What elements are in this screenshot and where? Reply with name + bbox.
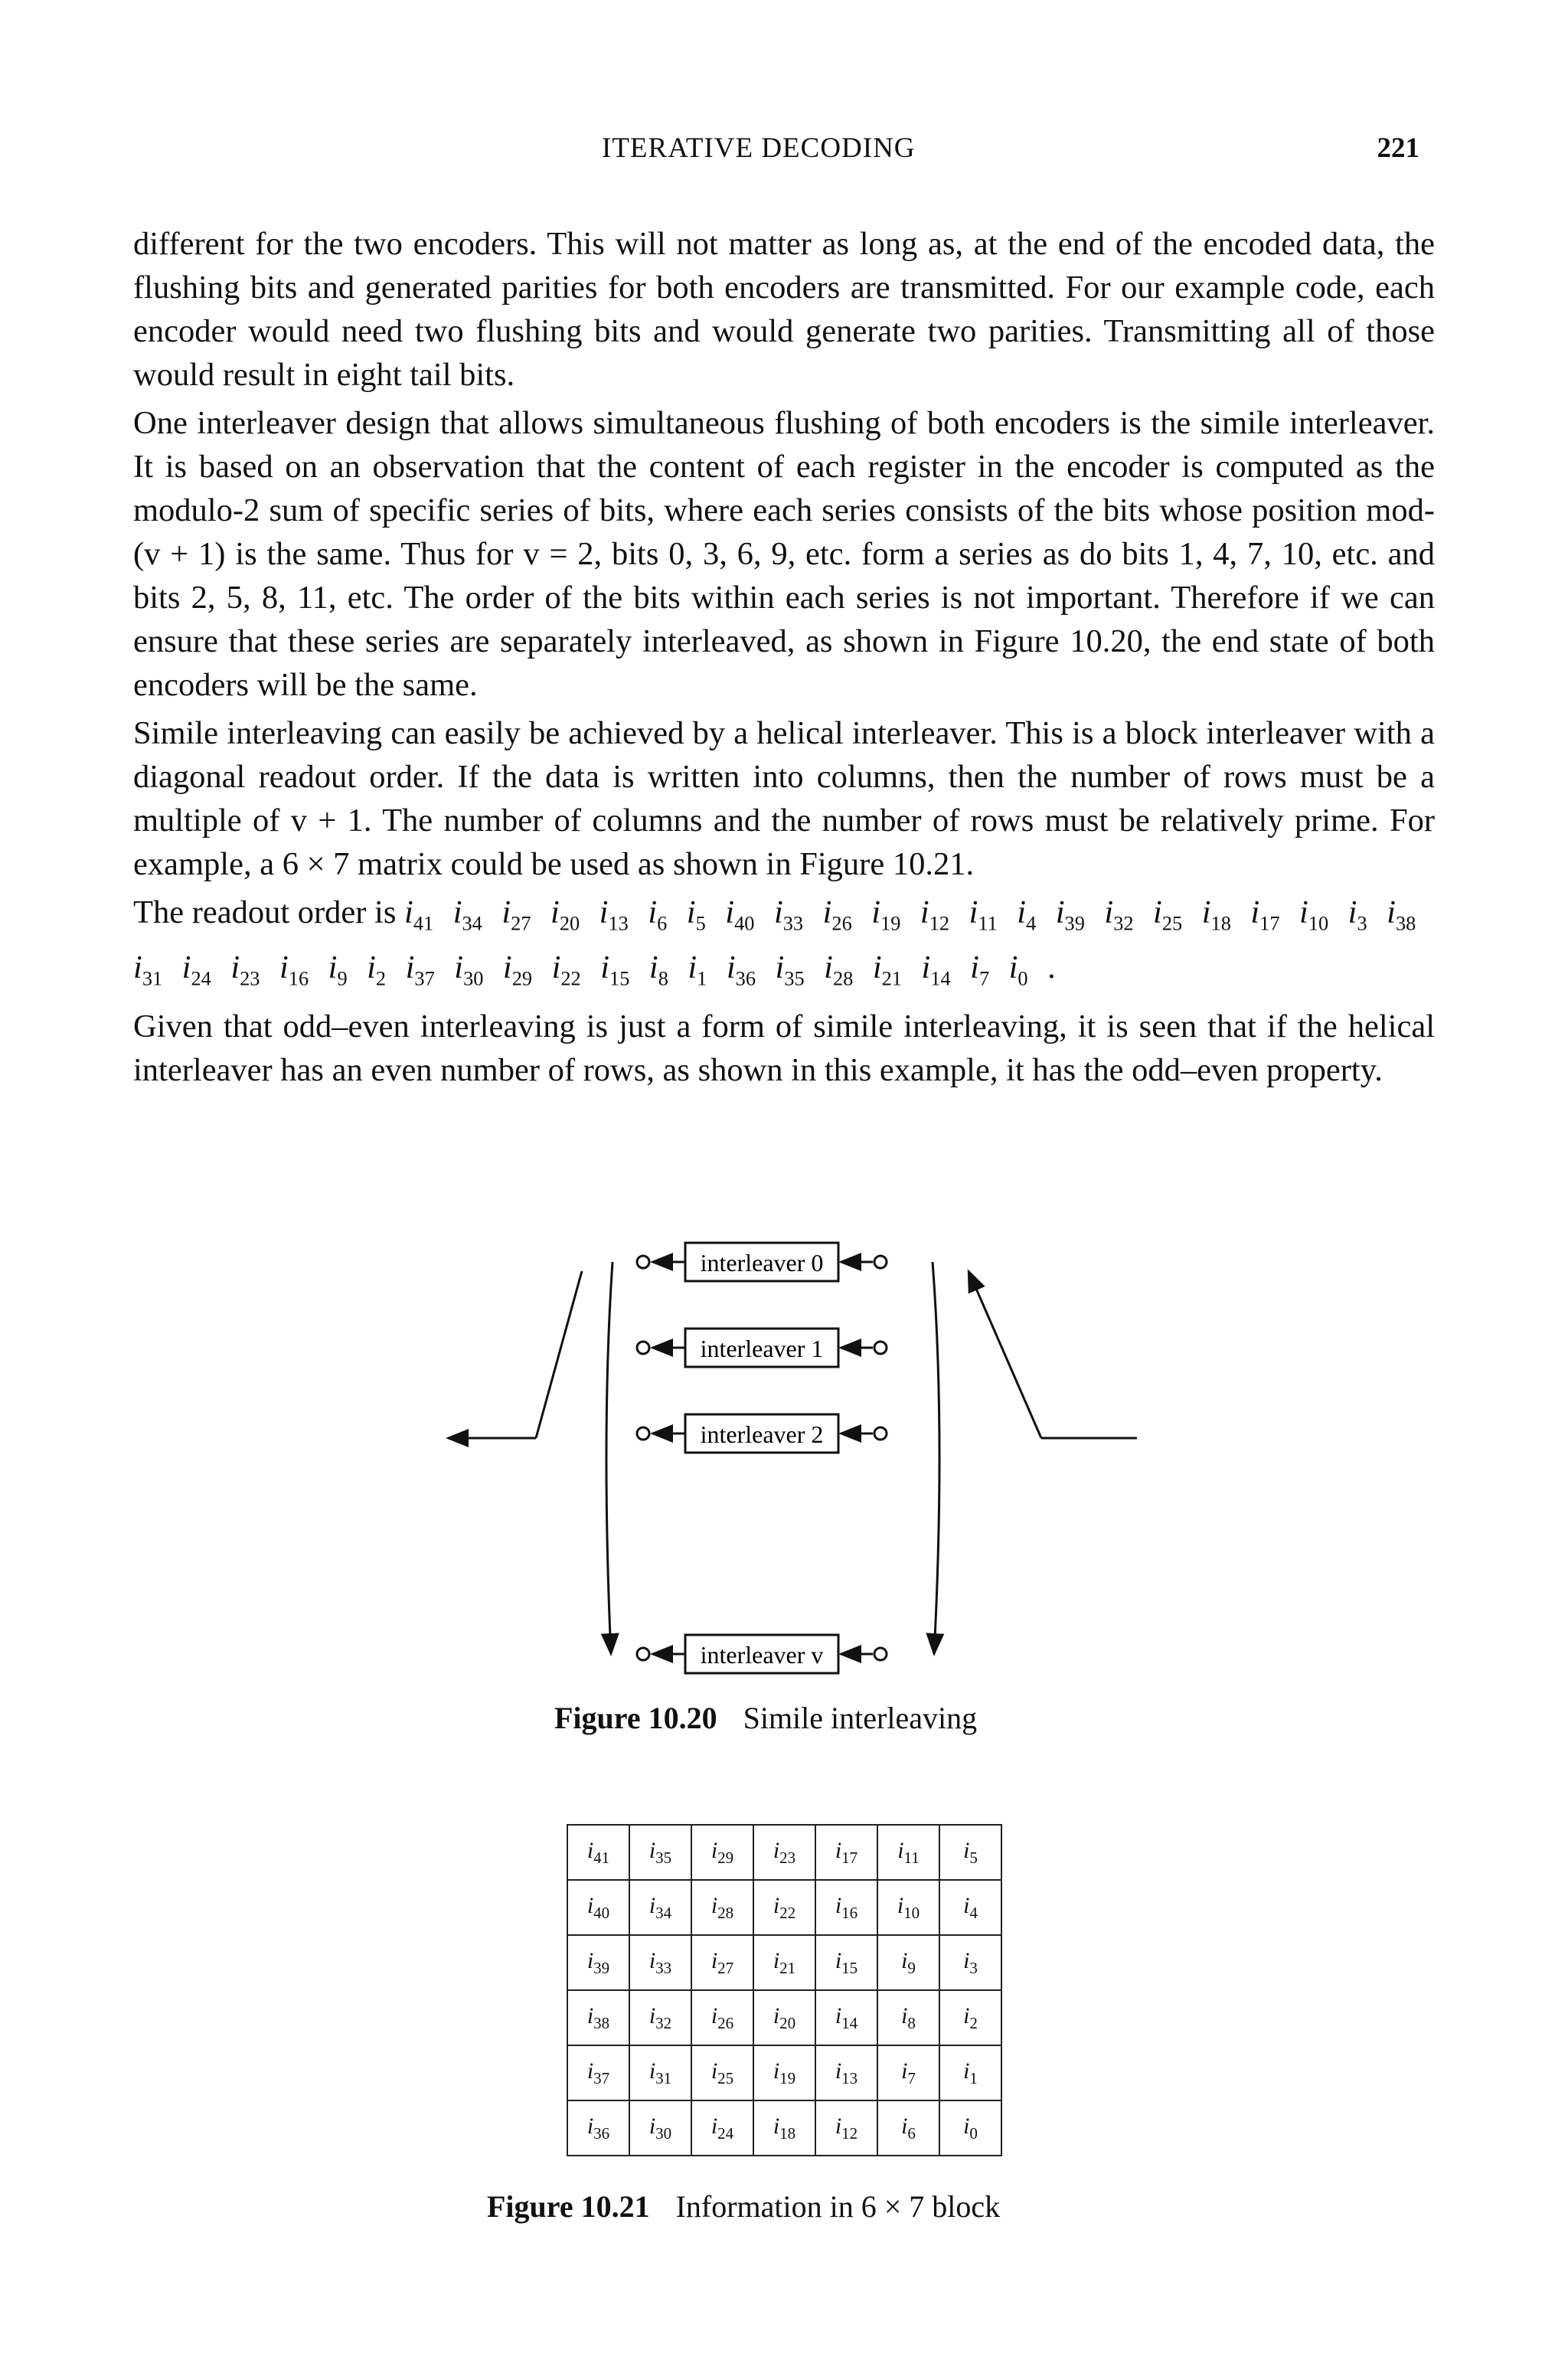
- readout-order-paragraph: [133, 891, 1435, 1000]
- matrix-cell: $i_9$: [877, 1935, 939, 1990]
- matrix-cell: $i_{29}$: [691, 1825, 753, 1880]
- readout-token: $i_{33}$: [773, 894, 804, 935]
- figure-10-21-caption-text: Information in 6 × 7 block: [675, 2189, 1001, 2224]
- readout-token: $i_{31}$: [133, 949, 163, 989]
- readout-token: $i_{36}$: [726, 949, 756, 989]
- matrix-cell: $i_8$: [877, 1990, 939, 2045]
- matrix-row: [567, 1935, 1001, 1990]
- matrix-cell: $i_{16}$: [815, 1880, 877, 1935]
- matrix-cell: $i_{17}$: [815, 1825, 877, 1880]
- readout-token: $i_{39}$: [1055, 894, 1085, 935]
- readout-token: $i_{37}$: [405, 949, 435, 989]
- interleaver-row-v: [637, 1635, 887, 1673]
- matrix-cell: $i_{21}$: [753, 1935, 815, 1990]
- interleaver-row-2: [637, 1414, 887, 1453]
- readout-token: $i_{23}$: [230, 949, 260, 989]
- paragraph-5: Given that odd–even interleaving is just a form of simile interleaving, it is seen that if the helical interleaver has an even number of rows, as shown in this example, it has the odd–even property.: [133, 1008, 1435, 1088]
- readout-token: $i_{25}$: [1153, 894, 1183, 935]
- matrix-cell: $i_{26}$: [691, 1990, 753, 2045]
- readout-token: $i_{40}$: [725, 894, 755, 935]
- readout-token: $i_{22}$: [551, 949, 581, 989]
- readout-token: $i_{38}$: [1387, 894, 1416, 935]
- readout-token: $i_{28}$: [824, 949, 854, 989]
- matrix-cell: $i_{14}$: [815, 1990, 877, 2045]
- running-title: ITERATIVE DECODING: [602, 132, 916, 164]
- matrix-cell: $i_{25}$: [691, 2045, 753, 2100]
- readout-token: $i_4$: [1017, 894, 1037, 935]
- readout-token: $i_{21}$: [872, 949, 902, 989]
- readout-token: $i_{12}$: [920, 894, 950, 935]
- readout-token: $i_{10}$: [1299, 894, 1329, 935]
- readout-token: $i_9$: [328, 949, 348, 989]
- matrix-row: [567, 2045, 1001, 2100]
- readout-token: $i_{17}$: [1250, 894, 1280, 935]
- left-switch-diag: [536, 1271, 582, 1438]
- paragraph-3: Simile interleaving can easily be achieved by a helical interleaver. This is a block interleaver with a diagonal readout order. If the data is written into columns, then the number of rows must be a multiple of v + 1. The number of columns and the number of rows must be relatively prime. For example, a 6 × 7 matrix could be used as shown in Figure 10.21.: [133, 715, 1435, 882]
- readout-token: $i_0$: [1008, 949, 1028, 989]
- matrix-cell: $i_{32}$: [629, 1990, 691, 2045]
- interleaver-row-0: [637, 1243, 887, 1281]
- matrix-cell: $i_4$: [939, 1880, 1001, 1935]
- matrix-cell: $i_{24}$: [691, 2100, 753, 2156]
- figure-10-21-label: Figure 10.21: [487, 2189, 650, 2224]
- readout-end: .: [1047, 949, 1056, 986]
- readout-token: $i_{29}$: [502, 949, 533, 989]
- figure-10-20-label: Figure 10.20: [554, 1701, 717, 1735]
- page-header: [0, 132, 1568, 178]
- matrix-cell: $i_{36}$: [567, 2100, 629, 2156]
- readout-token: $i_8$: [648, 949, 668, 989]
- readout-token: $i_{15}$: [600, 949, 630, 989]
- interleaver-label-0: interleaver 0: [700, 1249, 824, 1277]
- matrix-cell: $i_{20}$: [753, 1990, 815, 2045]
- readout-token: $i_7$: [970, 949, 990, 989]
- readout-token: $i_2$: [367, 949, 387, 989]
- readout-token: $i_{41}$: [404, 894, 434, 935]
- readout-token: $i_3$: [1348, 894, 1367, 935]
- readout-token: $i_1$: [688, 949, 707, 989]
- readout-token: $i_6$: [648, 894, 668, 935]
- readout-token: $i_{13}$: [599, 894, 629, 935]
- readout-token: $i_{30}$: [454, 949, 484, 989]
- matrix-cell: $i_{23}$: [753, 1825, 815, 1880]
- matrix-cell: $i_{34}$: [629, 1880, 691, 1935]
- readout-token: $i_{20}$: [550, 894, 580, 935]
- figure-10-20-diagram: [413, 1218, 1148, 1754]
- matrix-cell: $i_{30}$: [629, 2100, 691, 2156]
- readout-token: $i_{18}$: [1201, 894, 1231, 935]
- figure-10-21-caption: [487, 2189, 1000, 2225]
- matrix-cell: $i_{12}$: [815, 2100, 877, 2156]
- figure-10-20-caption: [554, 1700, 977, 1736]
- matrix-row: [567, 1990, 1001, 2045]
- matrix-row: [567, 1825, 1001, 1880]
- body-text: [133, 222, 1435, 1097]
- figure-10-21-table: [567, 1824, 1002, 2156]
- page-number: 221: [1377, 132, 1419, 164]
- readout-intro: The readout order is: [133, 894, 397, 930]
- matrix-cell: $i_{13}$: [815, 2045, 877, 2100]
- readout-token: $i_5$: [686, 894, 706, 935]
- readout-token: $i_{16}$: [279, 949, 309, 989]
- interleaver-label-v: interleaver v: [700, 1641, 824, 1669]
- matrix-cell: $i_{37}$: [567, 2045, 629, 2100]
- readout-token: $i_{35}$: [775, 949, 805, 989]
- matrix-cell: $i_{39}$: [567, 1935, 629, 1990]
- interleaver-label-1: interleaver 1: [700, 1335, 824, 1362]
- matrix-cell: $i_3$: [939, 1935, 1001, 1990]
- matrix-cell: $i_{19}$: [753, 2045, 815, 2100]
- readout-token: $i_{27}$: [501, 894, 531, 935]
- matrix-cell: $i_{33}$: [629, 1935, 691, 1990]
- matrix-cell: $i_{18}$: [753, 2100, 815, 2156]
- figure-10-20-caption-text: Simile interleaving: [743, 1701, 978, 1735]
- readout-token: $i_{34}$: [452, 894, 482, 935]
- matrix-cell: $i_{22}$: [753, 1880, 815, 1935]
- paragraph-1: different for the two encoders. This will not matter as long as, at the end of the encoded data, the flushing bits and generated parities for both encoders are transmitted. For our example code, each encoder would need two flushing bits and would generate two parities. Transmitting all of those would result in eight tail bits.: [133, 226, 1435, 393]
- matrix-cell: $i_1$: [939, 2045, 1001, 2100]
- matrix-row: [567, 1880, 1001, 1935]
- readout-token: $i_{24}$: [181, 949, 211, 989]
- matrix-cell: $i_{28}$: [691, 1880, 753, 1935]
- right-commutator-arrow: [933, 1262, 939, 1654]
- matrix-cell: $i_5$: [939, 1825, 1001, 1880]
- matrix-cell: $i_{38}$: [567, 1990, 629, 2045]
- matrix-cell: $i_{40}$: [567, 1880, 629, 1935]
- matrix-cell: $i_0$: [939, 2100, 1001, 2156]
- interleaver-label-2: interleaver 2: [700, 1420, 824, 1448]
- matrix-cell: $i_6$: [877, 2100, 939, 2156]
- readout-token: $i_{19}$: [871, 894, 901, 935]
- interleaver-row-1: [637, 1329, 887, 1367]
- matrix-cell: $i_2$: [939, 1990, 1001, 2045]
- matrix-row: [567, 2100, 1001, 2156]
- paragraph-2: One interleaver design that allows simultaneous flushing of both encoders is the simile interleaver. It is based on an observation that the content of each register in the encoder is computed as the modulo-2 sum of specific series of bits, where each series consists of the bits whose position mod-(v + 1) is the same. Thus for v = 2, bits 0, 3, 6, 9, etc. form a series as do bits 1, 4, 7, 10, etc. and bits 2, 5, 8, 11, etc. The order of the bits within each series is not important. Therefore if we can ensure that these series are separately interleaved, as shown in Figure 10.20, the end state of both encoders will be the same.: [133, 405, 1435, 703]
- left-commutator-arrow: [606, 1262, 612, 1654]
- right-switch-diag: [969, 1271, 1041, 1438]
- matrix-cell: $i_{10}$: [877, 1880, 939, 1935]
- readout-token: $i_{32}$: [1104, 894, 1134, 935]
- matrix-cell: $i_{11}$: [877, 1825, 939, 1880]
- readout-token: $i_{14}$: [921, 949, 951, 989]
- matrix-cell: $i_{31}$: [629, 2045, 691, 2100]
- matrix-cell: $i_{41}$: [567, 1825, 629, 1880]
- matrix-cell: $i_7$: [877, 2045, 939, 2100]
- matrix-cell: $i_{35}$: [629, 1825, 691, 1880]
- readout-token: $i_{11}$: [969, 894, 998, 935]
- readout-token: $i_{26}$: [822, 894, 852, 935]
- matrix-cell: $i_{27}$: [691, 1935, 753, 1990]
- matrix-cell: $i_{15}$: [815, 1935, 877, 1990]
